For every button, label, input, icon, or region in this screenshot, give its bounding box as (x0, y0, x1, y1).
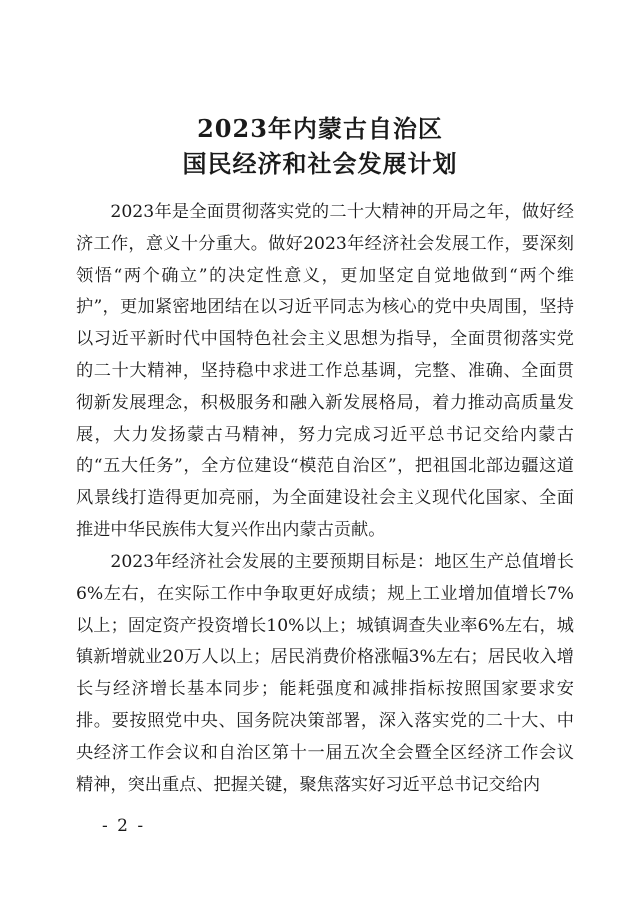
body-paragraph-2: 2023年经济社会发展的主要预期目标是：地区生产总值增长6%左右，在实际工作中争取更好成绩；规上工业增加值增长7%以上；固定资产投资增长10%以上；城镇调查失业率6%左右，城镇新增就业20万人以上；居民消费价格涨幅3%左右；居民收入增长与经济增长基本同步；能耗强度和减排指标按照国家要求安排。要按照党中央、国务院决策部署，深入落实党的二十大、中央经济工作会议和自治区第十一届五次全会暨全区经济工作会议精神，突出重点、把握关键，聚焦落实好习近平总书记交给内 (76, 552, 574, 795)
page-number: - 2 - (102, 816, 146, 836)
body-paragraph-1: 2023年是全面贯彻落实党的二十大精神的开局之年，做好经济工作，意义十分重大。做好2023年经济社会发展工作，要深刻领悟“两个确立”的决定性意义，更加坚定自觉地做到“两个维护”，更加紧密地团结在以习近平同志为核心的党中央周围，坚持以习近平新时代中国特色社会主义思想为指导，全面贯彻落实党的二十大精神，坚持稳中求进工作总基调，完整、准确、全面贯彻新发展理念，积极服务和融入新发展格局，着力推动高质量发展，大力发扬蒙古马精神，努力完成习近平总书记交给内蒙古的“五大任务”，全方位建设“模范自治区”，把祖国北部边疆这道风景线打造得更加亮丽，为全面建设社会主义现代化国家、全面推进中华民族伟大复兴作出内蒙古贡献。 (76, 202, 574, 540)
document-title-line-2: 国民经济和社会发展计划 (182, 149, 458, 178)
document-title-line-1: 2023年内蒙古自治区 (197, 114, 443, 143)
